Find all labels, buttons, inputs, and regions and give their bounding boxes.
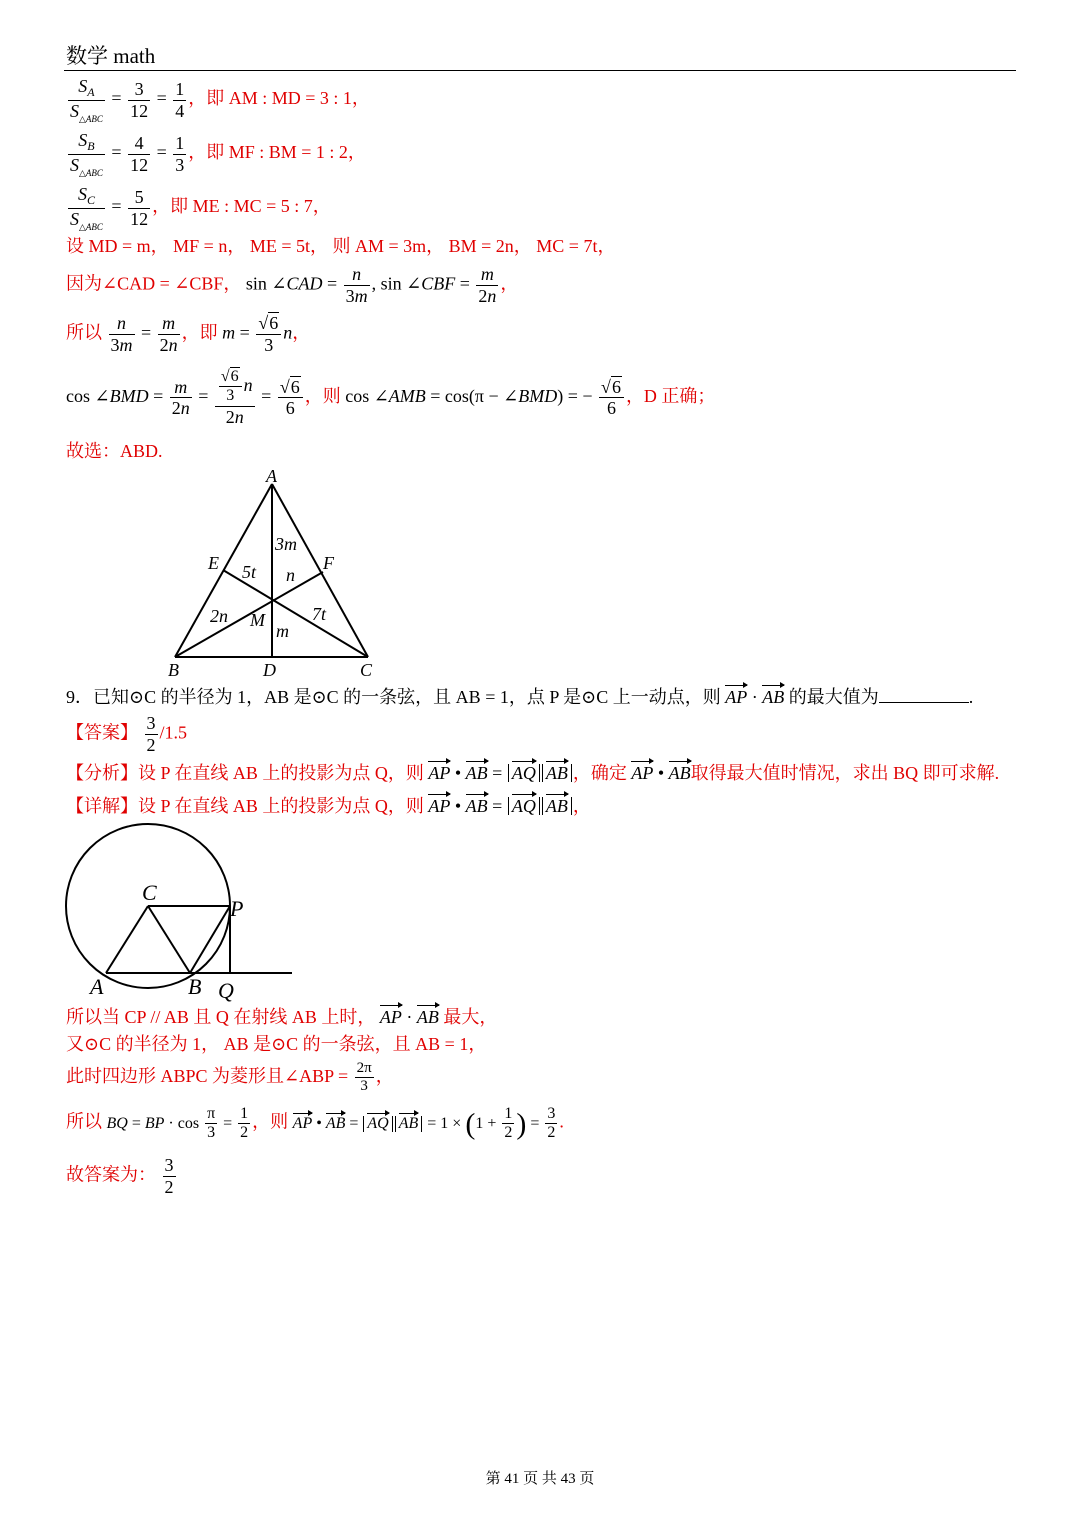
label-a: A [266, 466, 277, 486]
seg-5t: 5t [242, 562, 257, 582]
label-p: P [230, 896, 244, 921]
label-d: D [263, 660, 276, 680]
analysis-line: 【分析】设 P 在直线 AB 上的投影为点 Q，则 AP • AB = AQ AB ，确定 AP • AB取得最大值时情况，求出 BQ 即可求解. [66, 763, 1000, 783]
question-9: 9．已知⊙C 的半径为 1，AB 是⊙C 的一条弦，且 AB = 1，点 P 是⊙C 上一动点，则 AP · AB 的最大值为 . [66, 687, 974, 707]
solution-line-4-a: 所以 [66, 1111, 102, 1132]
segment-cb [148, 906, 190, 973]
let-line: 设 MD = m， MF = n， ME = 5t， 则 AM = 3m， BM = 2n， MC = 7t， [66, 236, 616, 256]
answer-blank [879, 688, 969, 703]
ratio-line-c: $\frac{S_C}{S_{\triangle ABC}}$ = $\frac{5}{12}$ ，即 ME : MC = 5 : 7， [70, 184, 331, 232]
label-b: B [168, 660, 179, 680]
cos-line-mid: ，则 [304, 385, 341, 406]
ratio-line-a-text: ，即 AM : MD = 3 : 1， [188, 88, 370, 109]
question-9-a: 9．已知⊙C 的半径为 1， [66, 687, 265, 707]
ratio-line-b-text: ，即 MF : BM = 1 : 2， [188, 142, 366, 163]
circle-figure [60, 822, 310, 1007]
analysis-c: 取得最大值时情况，求出 BQ 即可求解. [690, 763, 1000, 783]
ratio-line-a: $\frac{S_A}{S_{\triangle ABC}}$ = $\frac{3}{12}$ = $\frac{1}{4}$ ，即 AM : MD = 3 : 1， [70, 76, 370, 124]
solution-line-1: 所以当 CP // AB 且 Q 在射线 AB 上时， AP · AB 最大， [66, 1007, 498, 1027]
analysis-b: ，确定 [572, 763, 627, 783]
seg-3m: 3m [275, 534, 297, 554]
solution-line-3: 此时四边形 ABPC 为菱形且∠ABP = $\frac{2\pi}{3}$ ， [66, 1060, 394, 1095]
label-f: F [323, 553, 334, 573]
label-a: A [90, 974, 104, 999]
final-answer: 故答案为： $\frac{3}{2}$ [66, 1155, 174, 1197]
analysis-a: 设 P 在直线 AB 上的投影为点 Q，则 [138, 763, 424, 783]
solution-line-1-a: 所以当 CP // AB 且 Q 在射线 AB 上时， [66, 1007, 376, 1027]
ratio-line-c-text: ，即 ME : MC = 5 : 7， [152, 196, 331, 217]
analysis-label: 【分析】 [66, 763, 138, 783]
choose-line: 故选：ABD. [66, 441, 163, 461]
angle-line-text: 因为∠CAD = ∠CBF， [66, 273, 242, 294]
header-title: 数学 math [66, 44, 156, 68]
so-line: 所以 $\frac{n}{3m}$ = $\frac{m}{2n}$ ，即 m = $\frac{√6}{3}$ n， [66, 313, 311, 355]
detail-a: 设 P 在直线 AB 上的投影为点 Q，则 [138, 796, 424, 816]
question-9-b: AB 是⊙C 的一条弦，且 AB = 1，点 P 是⊙C 上一动点，则 [264, 687, 721, 707]
final-answer-label: 故答案为： [66, 1164, 156, 1185]
answer-line: 【答案】 $\frac{3}{2}$ /1.5 [66, 713, 188, 755]
so-line-mid: ，即 [181, 322, 218, 343]
angle-line: 因为∠CAD = ∠CBF， sin ∠CAD = $\frac{n}{3m}$ , sin ∠CBF = $\frac{m}{2n}$ ， [66, 264, 519, 306]
solution-line-1-b: 最大， [443, 1007, 498, 1027]
seg-2n: 2n [210, 606, 228, 626]
seg-m: m [276, 621, 289, 641]
label-m: M [250, 610, 265, 630]
label-b: B [188, 974, 202, 999]
header-rule [64, 70, 1016, 71]
ratio-line-b: $\frac{S_B}{S_{\triangle ABC}}$ = $\frac{4}{12}$ = $\frac{1}{3}$ ，即 MF : BM = 1 : 2， [70, 130, 366, 178]
answer-tail: /1.5 [159, 722, 188, 743]
solution-line-2: 又⊙C 的半径为 1， AB 是⊙C 的一条弦，且 AB = 1， [66, 1034, 487, 1054]
segment-ca [106, 906, 148, 973]
detail-label: 【详解】 [66, 796, 138, 816]
detail-line: 【详解】设 P 在直线 AB 上的投影为点 Q，则 AP • AB = AQ AB ， [66, 796, 591, 816]
answer-label: 【答案】 [66, 722, 138, 743]
solution-line-4-b: ，则 [252, 1111, 289, 1132]
label-q: Q [218, 978, 234, 1003]
solution-line-4: 所以 BQ = BP · cos $\frac{\pi}{3}$ = $\frac{1}{2}$ ，则 AP • AB = AQ AB = 1 × (1 + $\frac{1}{2}$ ) = $\frac{3}{2}$ . [66, 1105, 564, 1142]
question-9-c: 的最大值为 [788, 687, 879, 707]
label-e: E [208, 553, 219, 573]
solution-line-3-a: 此时四边形 ABPC 为菱形且∠ABP = [66, 1065, 349, 1086]
so-line-pre: 所以 [66, 322, 102, 343]
cos-line: cos ∠BMD = $\frac{m}{2n}$ = $\frac{√6}{3}$ n 2n = $\frac{√6}{6}$ ，则 cos ∠AMB = cos(π − ∠BMD) = − $\frac{√6}{6}$ ，D 正确； [66, 368, 716, 427]
label-c: C [360, 660, 373, 680]
cos-line-tail: ，D 正确； [625, 385, 716, 406]
triangle-figure [160, 462, 390, 682]
cevian-ce [223, 570, 368, 657]
label-c: C [142, 880, 157, 905]
seg-n: n [286, 565, 295, 585]
seg-7t: 7t [312, 604, 327, 624]
segment-bp [190, 906, 230, 973]
page-footer: 第 41 页 共 43 页 [485, 1471, 595, 1487]
